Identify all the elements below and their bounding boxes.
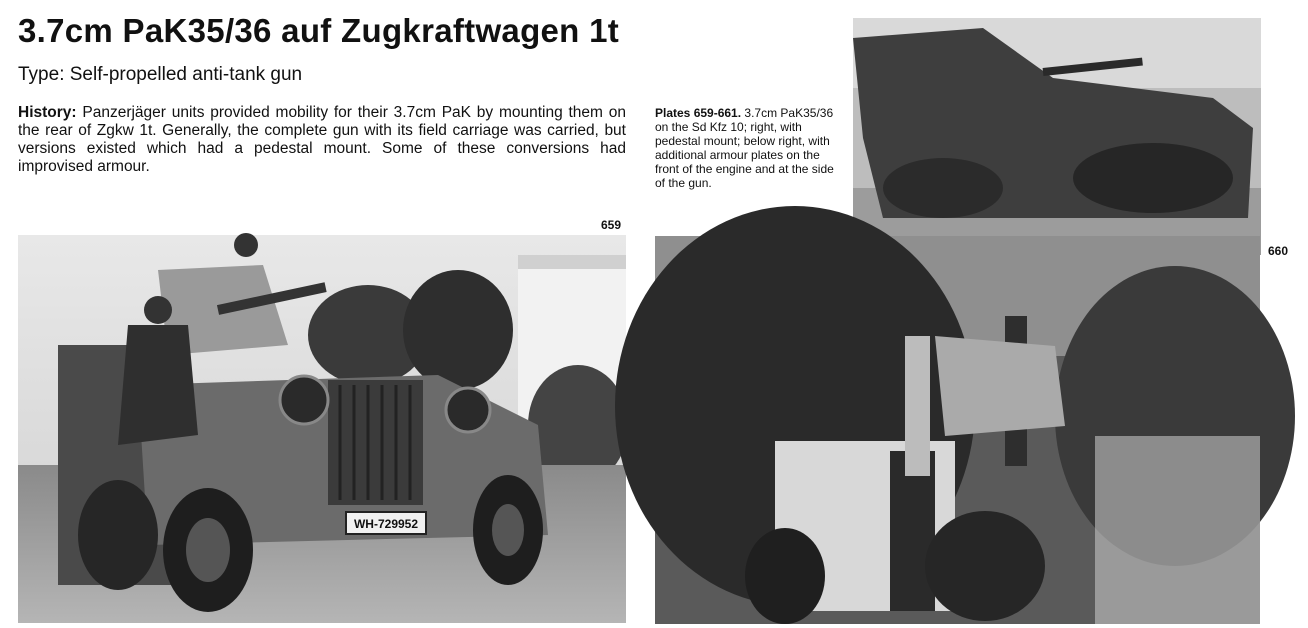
plate-number-660: 660 <box>1268 244 1289 258</box>
plates-caption <box>655 106 845 190</box>
photo-plate-659 <box>18 235 626 623</box>
license-plate-text: WH-729952 <box>353 517 419 531</box>
photo-plate-660 <box>853 18 1261 255</box>
caption-text: 3.7cm PaK35/36 on the Sd Kfz 10; right, with pedestal mount; below right, with additional armour plates on the front of the engine and at the side of the gun. <box>655 106 834 190</box>
caption-label: Plates 659-661. <box>655 106 742 120</box>
photo-plate-661 <box>655 236 1260 624</box>
history-text: Panzerjäger units provided mobility for their 3.7cm PaK by mounting them on the rear of Zgkw 1t. Generally, the complete gun with its field carriage was carried, but versions existed which had a pedestal mount. Some of these conversions had improvised armour. <box>18 104 626 175</box>
page-title: 3.7cm PaK35/36 auf Zugkraftwagen 1t <box>18 12 620 49</box>
plate-number-659: 659 <box>601 218 622 232</box>
history-label: History: <box>18 104 77 121</box>
history-paragraph <box>18 104 626 176</box>
type-line: Type: Self-propelled anti-tank gun <box>18 64 303 85</box>
